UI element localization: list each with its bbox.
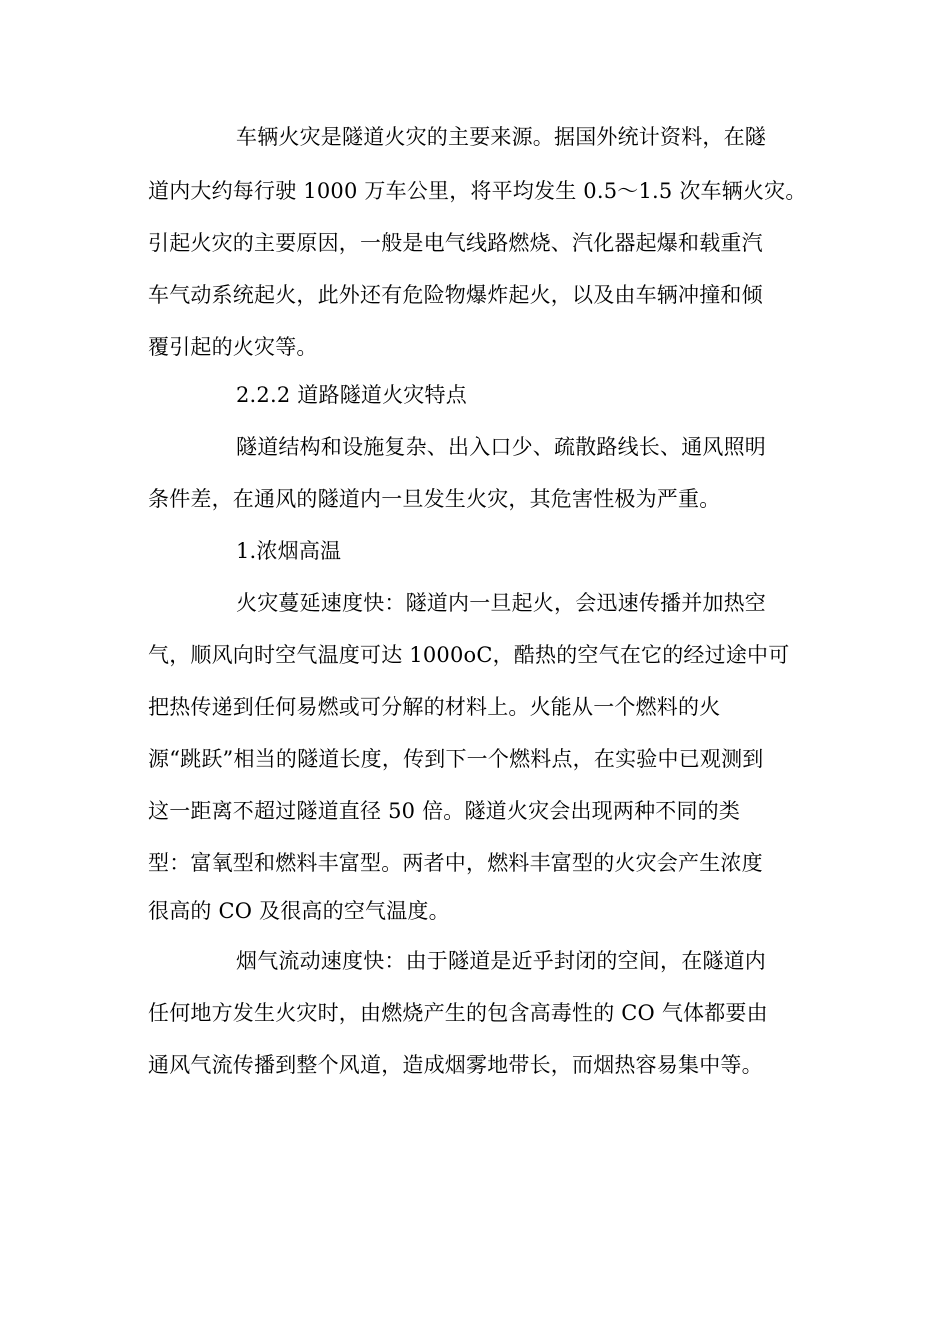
paragraph-1-line-1: 车辆火灾是隧道火灾的主要来源。据国外统计资料，在隧: [236, 125, 766, 149]
paragraph-3-line-7: 很高的 CO 及很高的空气温度。: [148, 899, 450, 923]
paragraph-3-line-4: 源“跳跃”相当的隧道长度，传到下一个燃料点，在实验中已观测到: [148, 747, 764, 771]
paragraph-3-line-5: 这一距离不超过隧道直径 50 倍。隧道火灾会出现两种不同的类: [148, 799, 741, 823]
paragraph-2-line-1: 隧道结构和设施复杂、出入口少、疏散路线长、通风照明: [236, 435, 766, 459]
paragraph-3-line-2: 气，顺风向时空气温度可达 1000oC，酷热的空气在它的经过途中可: [148, 643, 790, 667]
paragraph-1-line-5: 覆引起的火灾等。: [148, 335, 318, 359]
paragraph-3-line-6: 型：富氧型和燃料丰富型。两者中，燃料丰富型的火灾会产生浓度: [148, 851, 763, 875]
paragraph-1-line-2: 道内大约每行驶 1000 万车公里，将平均发生 0.5～1.5 次车辆火灾。: [148, 179, 807, 203]
paragraph-3-line-1: 火灾蔓延速度快：隧道内一旦起火，会迅速传播并加热空: [236, 591, 766, 615]
subsection-heading: 1.浓烟高温: [236, 539, 342, 563]
paragraph-3-line-3: 把热传递到任何易燃或可分解的材料上。火能从一个燃料的火: [148, 695, 721, 719]
paragraph-4-line-2: 任何地方发生火灾时，由燃烧产生的包含高毒性的 CO 气体都要由: [148, 1001, 768, 1025]
paragraph-1-line-4: 车气动系统起火，此外还有危险物爆炸起火，以及由车辆冲撞和倾: [148, 283, 763, 307]
paragraph-2-line-2: 条件差，在通风的隧道内一旦发生火灾，其危害性极为严重。: [148, 487, 721, 511]
paragraph-4-line-1: 烟气流动速度快：由于隧道是近乎封闭的空间，在隧道内: [236, 949, 766, 973]
section-heading: 2.2.2 道路隧道火灾特点: [236, 383, 467, 407]
paragraph-1-line-3: 引起火灾的主要原因，一般是电气线路燃烧、汽化器起爆和载重汽: [148, 231, 763, 255]
paragraph-4-line-3: 通风气流传播到整个风道，造成烟雾地带长，而烟热容易集中等。: [148, 1053, 763, 1077]
